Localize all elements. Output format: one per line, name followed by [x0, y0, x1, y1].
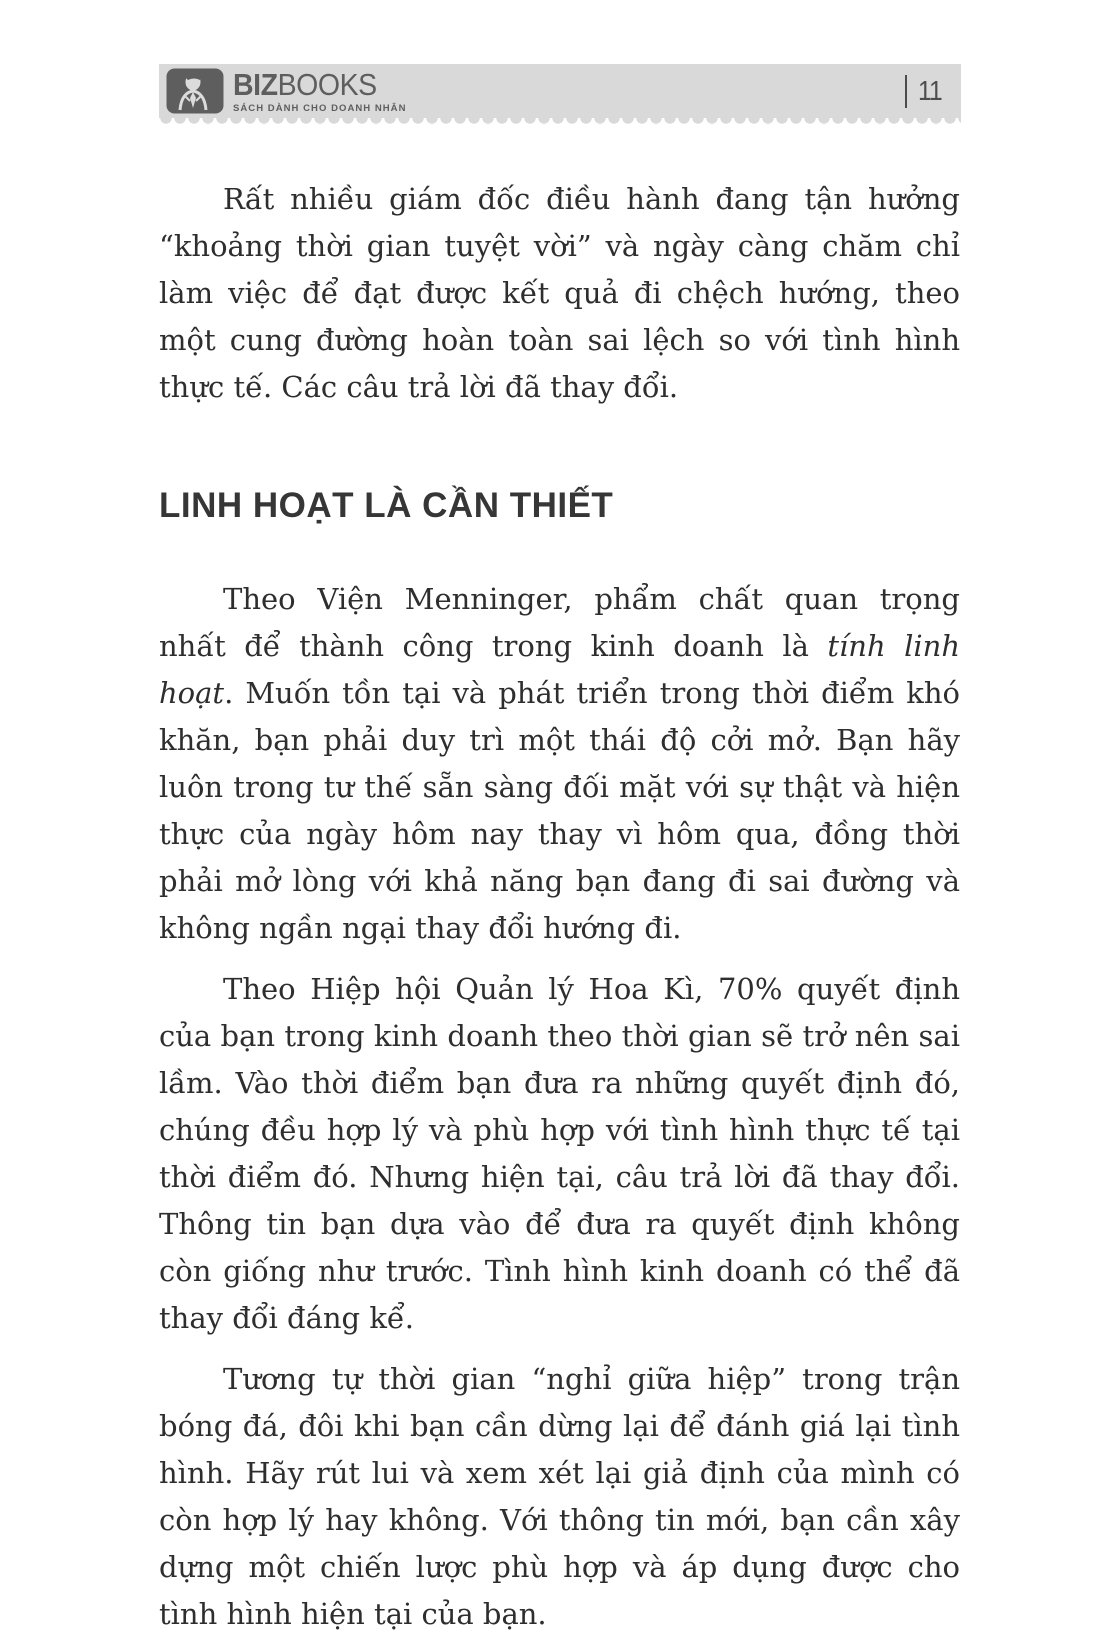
logo-text: [233, 66, 407, 114]
brand-biz: BIZ: [233, 66, 278, 102]
bizbooks-logo: [166, 68, 407, 114]
paragraph-ama: Theo Hiệp hội Quản lý Hoa Kì, 70% quyết định của bạn trong kinh doanh theo thời gian sẽ trở nên sai lầm. Vào thời điểm bạn đưa ra những quyết định đó, chúng đều hợp lý và phù hợp với tình hình thực tế tại thời điểm đó. Nhưng hiện tại, câu trả lời đã thay đổi. Thông tin bạn dựa vào để đưa ra quyết định không còn giống như trước. Tình hình kinh doanh có thể đã thay đổi đáng kể.: [159, 972, 960, 1335]
section-heading: LINH HOẠT LÀ CẦN THIẾT: [159, 486, 614, 525]
paragraph-intro: Rất nhiều giám đốc điều hành đang tận hưởng “khoảng thời gian tuyệt vời” và ngày càng chăm chỉ làm việc để đạt được kết quả đi chệch hướng, theo một cung đường hoàn toàn sai lệch so với tình hình thực tế. Các câu trả lời đã thay đổi.: [159, 182, 960, 404]
page-content: [159, 176, 960, 1646]
page-number-divider: [905, 75, 907, 108]
businessman-logo-icon: [166, 68, 224, 114]
paragraph-menninger: [159, 576, 960, 952]
page-number: [905, 75, 945, 108]
brand-name: [233, 66, 393, 102]
paragraph-menninger-rest: . Muốn tồn tại và phát triển trong thời điểm khó khăn, bạn phải duy trì một thái độ cởi mở. Bạn hãy luôn trong tư thế sẵn sàng đối mặt với sự thật và hiện thực của ngày hôm nay thay vì hôm qua, đồng thời phải mở lòng với khả năng bạn đang đi sai đường và không ngần ngại thay đổi hướng đi.: [159, 676, 960, 945]
brand-tagline: SÁCH DÀNH CHO DOANH NHÂN: [233, 102, 407, 114]
brand-books: BOOKS: [277, 66, 377, 102]
paragraph-menninger-emphasis: tính linh hoạt: [159, 629, 961, 710]
paragraph-menninger-lead: Theo Viện Menninger, phẩm chất quan trọng nhất để thành công trong kinh doanh là: [159, 582, 960, 663]
paragraph-halftime: Tương tự thời gian “nghỉ giữa hiệp” trong trận bóng đá, đôi khi bạn cần dừng lại để đánh giá lại tình hình. Hãy rút lui và xem xét lại giả định của mình có còn hợp lý hay không. Với thông tin mới, bạn cần xây dựng một chiến lược phù hợp và áp dụng được cho tình hình hiện tại của bạn.: [159, 1362, 960, 1631]
page-number-value: 11: [917, 75, 942, 106]
page-header: [159, 64, 961, 118]
